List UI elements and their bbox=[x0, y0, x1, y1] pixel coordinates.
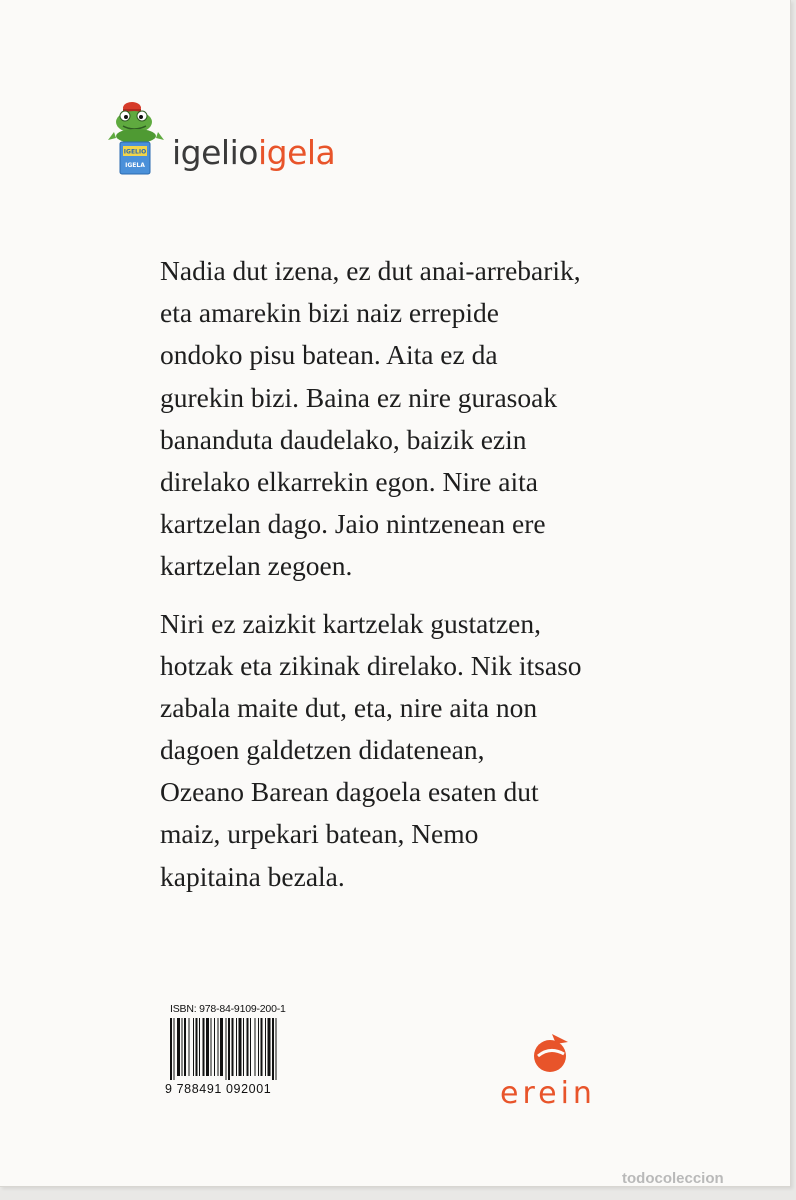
blurb-line: maiz, urpekari batean, Nemo bbox=[160, 818, 479, 850]
series-name-part1: igelio bbox=[172, 133, 258, 172]
barcode-bar bbox=[206, 1018, 209, 1076]
series-name-part2: igela bbox=[257, 133, 336, 172]
blurb-paragraph bbox=[160, 250, 640, 588]
barcode-bar bbox=[265, 1018, 266, 1076]
barcode-bar bbox=[268, 1018, 271, 1076]
blurb-paragraph bbox=[160, 603, 640, 898]
barcode-bar bbox=[177, 1018, 180, 1076]
blurb-line: zabala maite dut, eta, nire aita non bbox=[160, 691, 538, 723]
barcode-bar bbox=[174, 1018, 175, 1080]
barcode-bar bbox=[170, 1018, 172, 1080]
barcode-bar bbox=[211, 1018, 212, 1076]
barcode-bar bbox=[258, 1018, 259, 1076]
barcode-digits: 9 788491 092001 bbox=[165, 1082, 272, 1096]
blurb-text bbox=[160, 250, 640, 913]
barcode-bar bbox=[203, 1018, 205, 1076]
barcode-bar bbox=[182, 1018, 183, 1076]
blurb-line: eta amarekin bizi naiz errepide bbox=[160, 297, 499, 329]
frog-icon bbox=[106, 96, 166, 178]
barcode-bar bbox=[189, 1018, 190, 1076]
barcode-bar bbox=[196, 1018, 198, 1076]
barcode-bar bbox=[239, 1018, 242, 1076]
svg-text:IGELA: IGELA bbox=[125, 162, 145, 169]
blurb-line: dagoen galdetzen didatenean, bbox=[160, 734, 485, 766]
barcode-bar bbox=[199, 1018, 200, 1076]
blurb-line: Nadia dut izena, ez dut anai-arrebarik, bbox=[160, 255, 581, 286]
blurb-line: kapitaina bezala. bbox=[160, 860, 345, 892]
watermark: todocoleccion bbox=[622, 1170, 724, 1187]
blurb-line: gurekin bizi. Baina ez nire gurasoak bbox=[160, 381, 558, 413]
barcode bbox=[165, 1000, 308, 1100]
barcode-bar bbox=[255, 1018, 256, 1076]
series-name bbox=[172, 133, 336, 172]
blurb-line: kartzelan zegoen. bbox=[160, 550, 353, 582]
barcode-bar bbox=[220, 1018, 223, 1076]
barcode-bar bbox=[214, 1018, 215, 1076]
erein-logo-icon bbox=[528, 1030, 578, 1080]
barcode-bars bbox=[169, 1018, 305, 1080]
blurb-line: Niri ez zaizkit kartzelak gustatzen, bbox=[160, 607, 541, 639]
barcode-bar bbox=[228, 1018, 230, 1080]
blurb-line: direlako elkarrekin egon. Nire aita bbox=[160, 465, 538, 497]
publisher-name: erein bbox=[500, 1076, 596, 1111]
barcode-bar bbox=[232, 1018, 234, 1076]
barcode-bar bbox=[243, 1018, 244, 1076]
barcode-bar bbox=[193, 1018, 194, 1076]
barcode-bar bbox=[236, 1018, 237, 1076]
barcode-bar bbox=[247, 1018, 249, 1076]
isbn-label: ISBN: 978-84-9109-200-1 bbox=[170, 1003, 286, 1015]
barcode-bar bbox=[218, 1018, 219, 1076]
barcode-bar bbox=[184, 1018, 186, 1076]
blurb-line: Ozeano Barean dagoela esaten dut bbox=[160, 776, 539, 808]
blurb-line: hotzak eta zikinak direlako. Nik itsaso bbox=[160, 649, 582, 681]
barcode-bar bbox=[250, 1018, 251, 1076]
blurb-line: bananduta daudelako, baizik ezin bbox=[160, 423, 527, 455]
blurb-line: kartzelan dago. Jaio nintzenean ere bbox=[160, 508, 546, 540]
svg-text:IGELIO: IGELIO bbox=[123, 148, 147, 156]
barcode-bar bbox=[261, 1018, 263, 1076]
blurb-line: ondoko pisu batean. Aita ez da bbox=[160, 339, 498, 371]
barcode-bar bbox=[272, 1018, 274, 1080]
barcode-bar bbox=[276, 1018, 277, 1080]
barcode-bar bbox=[226, 1018, 227, 1080]
